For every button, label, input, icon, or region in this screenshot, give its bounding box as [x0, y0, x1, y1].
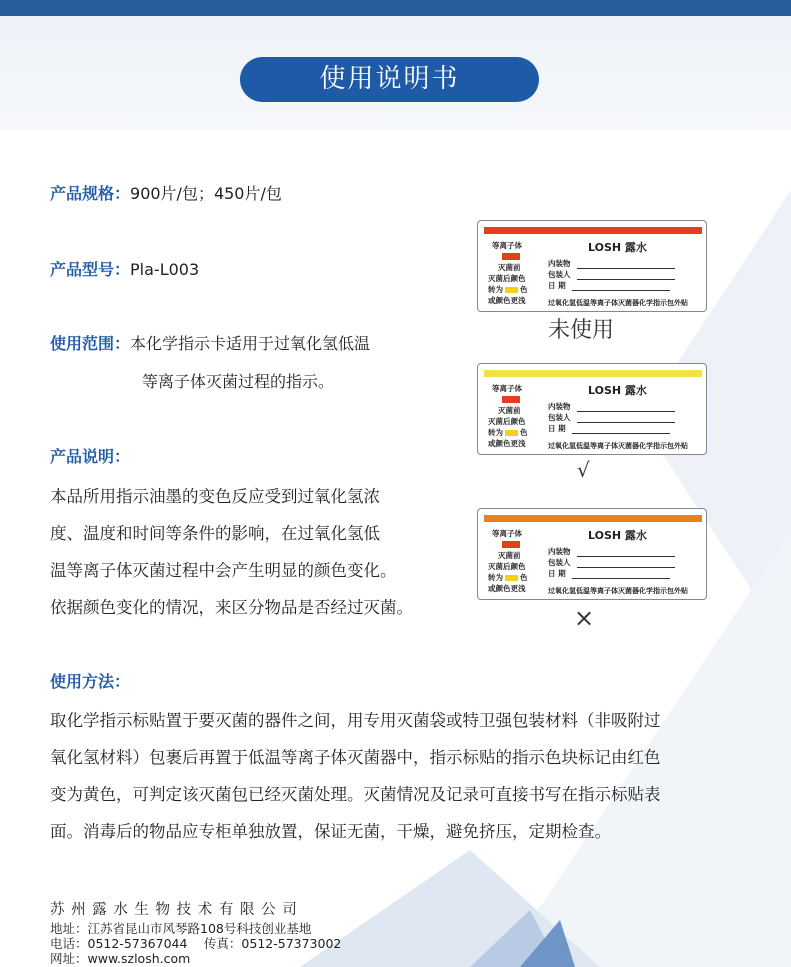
card-stripe [484, 515, 702, 522]
card-plasma-text: 等离子体 [492, 384, 522, 393]
card-footer: 过氧化氢低温等离子体灭菌器化学指示包外贴 [548, 299, 688, 307]
card-color-suffix: 色 [520, 285, 528, 294]
model-label: 产品型号： [50, 260, 131, 279]
card-after-text: 灭菌后颜色 [488, 417, 526, 426]
usage-line: 氧化氢材料）包裹后再置于低温等离子体灭菌器中，指示标贴的指示色块标记由红色 [50, 748, 661, 767]
card-after-text: 灭菌后颜色 [488, 274, 526, 283]
company-address: 地址：江苏省昆山市风琴路108号科技创业基地 [50, 921, 312, 936]
card-or-text: 或颜色更浅 [488, 439, 526, 448]
red-swatch [502, 396, 520, 403]
indicator-card-failed [477, 508, 707, 600]
spec-line [50, 181, 282, 204]
yellow-swatch [505, 287, 518, 293]
cross-mark: × [574, 604, 595, 632]
scope-text-2: 等离子体灭菌过程的指示。 [142, 372, 335, 391]
card-after-text: 灭菌后颜色 [488, 562, 526, 571]
card-color-legend [488, 383, 550, 449]
red-swatch [502, 541, 520, 548]
card-before-text: 灭菌前 [498, 406, 521, 415]
card-footer: 过氧化氢低温等离子体灭菌器化学指示包外贴 [548, 587, 688, 595]
card-turn-line [488, 572, 550, 583]
card-caption-unused: 未使用 [548, 318, 615, 343]
card-turn-text: 转为 [488, 573, 503, 582]
card-before-text: 灭菌前 [498, 263, 521, 272]
company-web: 网址：www.szlosh.com [50, 951, 191, 966]
card-fields [548, 546, 675, 579]
description-label: 产品说明： [50, 447, 131, 466]
card-footer: 过氧化氢低温等离子体灭菌器化学指示包外贴 [548, 442, 688, 450]
card-fields [548, 258, 675, 291]
card-turn-text: 转为 [488, 428, 503, 437]
card-date-label: 日 期 [548, 569, 566, 578]
scope-label: 使用范围： [50, 334, 131, 353]
card-stripe [484, 227, 702, 234]
card-turn-line [488, 284, 550, 295]
description-line: 依据颜色变化的情况，来区分物品是否经过灭菌。 [50, 598, 413, 617]
company-phone: 电话：0512-57367044 传真：0512-57373002 [50, 936, 342, 951]
card-brand: LOSH 露水 [588, 384, 647, 397]
card-stripe [484, 370, 702, 377]
card-color-legend [488, 528, 550, 594]
description-line: 度、温度和时间等条件的影响，在过氧化氢低 [50, 524, 380, 543]
spec-value: 900片/包；450片/包 [130, 184, 282, 203]
card-packer-label: 包装人 [548, 558, 571, 567]
spec-label: 产品规格： [50, 184, 131, 203]
card-plasma-text: 等离子体 [492, 241, 522, 250]
usage-label: 使用方法： [50, 672, 131, 691]
card-or-text: 或颜色更浅 [488, 296, 526, 305]
indicator-card-unused [477, 220, 707, 312]
scope-text-1: 本化学指示卡适用于过氧化氢低温 [130, 334, 371, 353]
card-color-suffix: 色 [520, 428, 528, 437]
card-contents-label: 内装物 [548, 259, 571, 268]
card-plasma-text: 等离子体 [492, 529, 522, 538]
indicator-card-sterilized [477, 363, 707, 455]
card-packer-label: 包装人 [548, 413, 571, 422]
yellow-swatch [505, 430, 518, 436]
card-packer-label: 包装人 [548, 270, 571, 279]
check-mark: √ [577, 458, 590, 482]
description-line: 温等离子体灭菌过程中会产生明显的颜色变化。 [50, 561, 397, 580]
yellow-swatch [505, 575, 518, 581]
red-swatch [502, 253, 520, 260]
usage-line: 面。消毒后的物品应专柜单独放置，保证无菌，干燥，避免挤压，定期检查。 [50, 822, 611, 841]
usage-line: 取化学指示标贴置于要灭菌的器件之间，用专用灭菌袋或特卫强包装材料（非吸附过 [50, 711, 661, 730]
card-or-text: 或颜色更浅 [488, 584, 526, 593]
card-color-suffix: 色 [520, 573, 528, 582]
card-brand: LOSH 露水 [588, 529, 647, 542]
card-fields [548, 401, 675, 434]
card-contents-label: 内装物 [548, 402, 571, 411]
scope-line-1 [50, 331, 370, 354]
card-color-legend [488, 240, 550, 306]
card-turn-line [488, 427, 550, 438]
description-line: 本品所用指示油墨的变色反应受到过氧化氢浓 [50, 487, 380, 506]
card-date-label: 日 期 [548, 424, 566, 433]
model-value: Pla-L003 [130, 260, 200, 279]
company-name: 苏 州 露 水 生 物 技 术 有 限 公 司 [50, 902, 298, 918]
card-brand: LOSH 露水 [588, 241, 647, 254]
card-contents-label: 内装物 [548, 547, 571, 556]
page-title: 使用说明书 [240, 57, 539, 102]
card-before-text: 灭菌前 [498, 551, 521, 560]
top-bar [0, 0, 791, 16]
usage-line: 变为黄色，可判定该灭菌包已经灭菌处理。灭菌情况及记录可直接书写在指示标贴表 [50, 785, 661, 804]
card-turn-text: 转为 [488, 285, 503, 294]
model-line [50, 257, 199, 280]
card-date-label: 日 期 [548, 281, 566, 290]
